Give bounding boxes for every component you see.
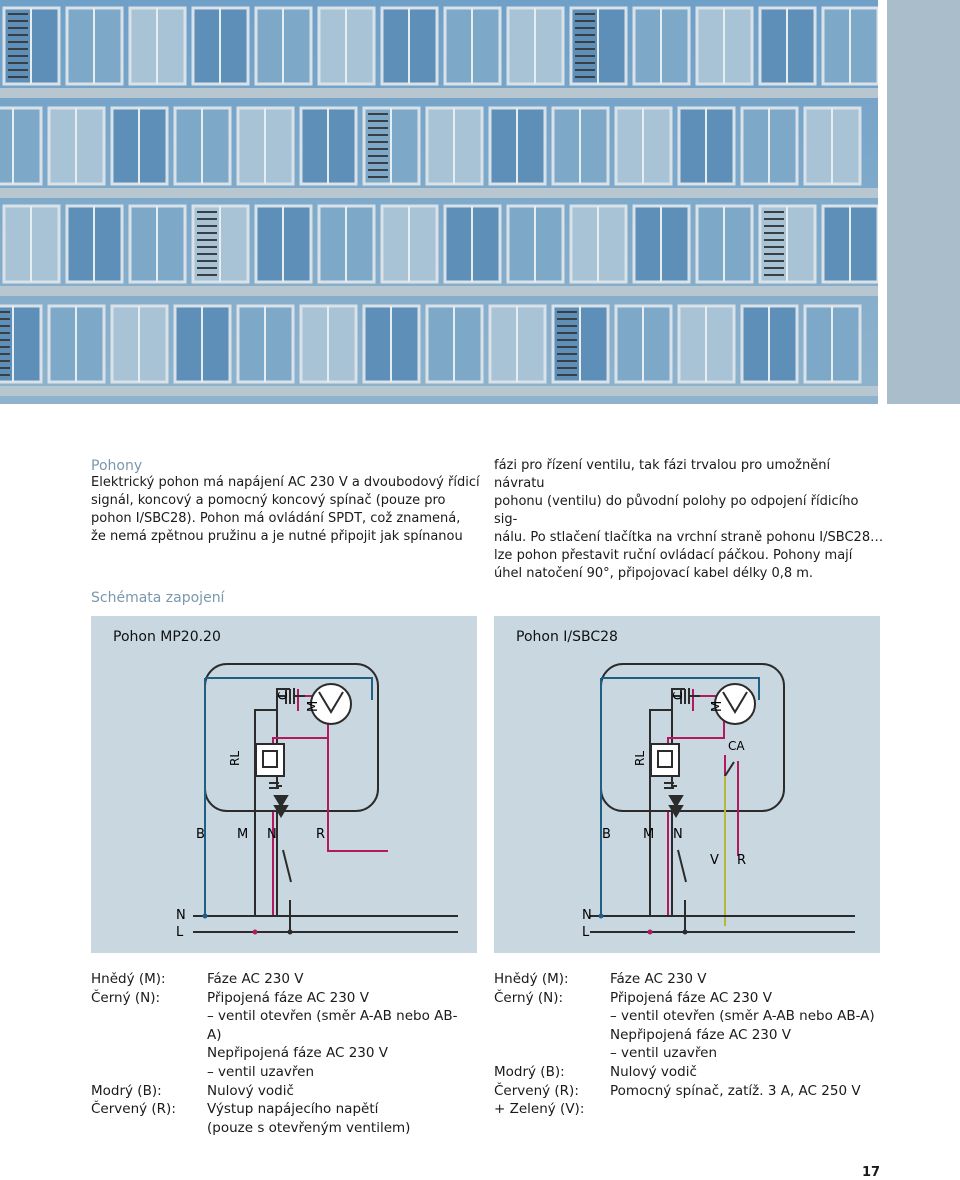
legend-row [494,1082,884,1101]
legend-value: Nulový vodič [207,1082,294,1099]
intro-line: pohon I/SBC28). Pohon má ovládání SPDT, což znamená, [91,511,461,526]
page-number: 17 [862,1165,881,1180]
intro-col2 [494,457,884,583]
line-l: L [582,925,590,940]
intro-line: úhel natočení 90°, připojovací kabel délky 0,8 m. [494,566,814,581]
legend-value: Nepřipojená fáze AC 230 V [610,1026,791,1043]
intro-heading: Pohony [91,458,143,474]
terminal-v: V [710,853,719,868]
legend-value: – ventil otevřen (směr A-AB nebo AB-A) [207,1008,458,1043]
legend-key: Hnědý (M): [91,971,166,987]
terminal-b: B [602,827,611,842]
wiring-diagram-isbc28 [494,616,880,953]
terminal-r: R [316,827,326,842]
legend-key: Černý (N): [494,989,564,1006]
legend-row [494,1100,884,1119]
diagram-title: Pohon MP20.20 [113,629,221,645]
legend-value: Nulový vodič [610,1063,697,1080]
line-n: N [582,908,592,923]
intro-line: fázi pro řízení ventilu, tak fázi trvalou pro umožnění návratu [494,458,831,491]
legend-key: Červený (R): [91,1101,176,1118]
legend-value: – ventil uzavřen [610,1045,717,1062]
legend-value: – ventil otevřen (směr A-AB nebo AB-A) [610,1008,875,1025]
legend-value: Připojená fáze AC 230 V [610,989,772,1006]
side-color-strip [887,0,960,404]
legend-row [91,970,471,989]
legend-row [91,1082,471,1101]
legend-row [494,989,884,1063]
intro-col1 [91,474,481,546]
label-rl: RL [633,750,647,766]
legend-isbc28 [494,970,884,1119]
legend-value: (pouze s otevřeným ventilem) [207,1119,411,1136]
line-n: N [176,908,186,923]
terminal-n: N [673,827,683,842]
intro-line: lze pohon přestavit ruční ovládací páčkou. Pohony mají [494,548,853,563]
intro-line: signál, koncový a pomocný koncový spínač (pouze pro [91,493,446,508]
label-m: M [710,700,725,712]
terminal-b: B [196,827,205,842]
wiring-schematic [494,616,880,953]
legend-key: Černý (N): [91,989,161,1006]
legend-value: Pomocný spínač, zatíž. 3 A, AC 250 V [610,1082,861,1099]
terminal-m: M [237,827,249,842]
line-l: L [176,925,184,940]
legend-key: + Zelený (V): [494,1101,585,1118]
legend-value: Připojená fáze AC 230 V [207,989,369,1006]
label-ca: CA [728,739,745,753]
legend-key: Hnědý (M): [494,971,569,987]
legend-key: Červený (R): [494,1082,579,1099]
legend-row [494,1063,884,1082]
legend-value: Výstup napájecího napětí [207,1101,379,1118]
legend-value: – ventil uzavřen [207,1063,314,1080]
facade-illustration [0,0,878,404]
legend-value: Nepřipojená fáze AC 230 V [207,1045,388,1062]
legend-row [91,1100,471,1137]
intro-line: nálu. Po stlačení tlačítka na vrchní straně pohonu I/SBC28… [494,530,884,545]
terminal-m: M [643,827,655,842]
intro-line: pohonu (ventilu) do původní polohy po odpojení řídicího sig- [494,494,859,527]
legend-key: Modrý (B): [494,1063,565,1080]
label-rl: RL [228,750,242,766]
wiring-diagram-mp2020 [91,616,477,953]
legend-value: Fáze AC 230 V [207,971,304,987]
legend-mp2020 [91,970,471,1137]
label-c: C [671,691,685,700]
legend-key: Modrý (B): [91,1082,162,1099]
intro-line: že nemá zpětnou pružinu a je nutné připojit jak spínanou [91,529,463,544]
legend-row [91,989,471,1082]
intro-line: Elektrický pohon má napájení AC 230 V a dvoubodový řídicí [91,475,480,490]
diagram-title: Pohon I/SBC28 [516,629,618,645]
terminal-n: N [267,827,277,842]
label-c: C [276,691,290,700]
building-facade-photo [0,0,878,404]
schemas-heading: Schémata zapojení [91,590,225,606]
legend-row [494,970,884,989]
wiring-schematic [91,616,477,953]
legend-value: Fáze AC 230 V [610,971,707,987]
label-m: M [306,700,321,712]
terminal-r: R [737,853,747,868]
